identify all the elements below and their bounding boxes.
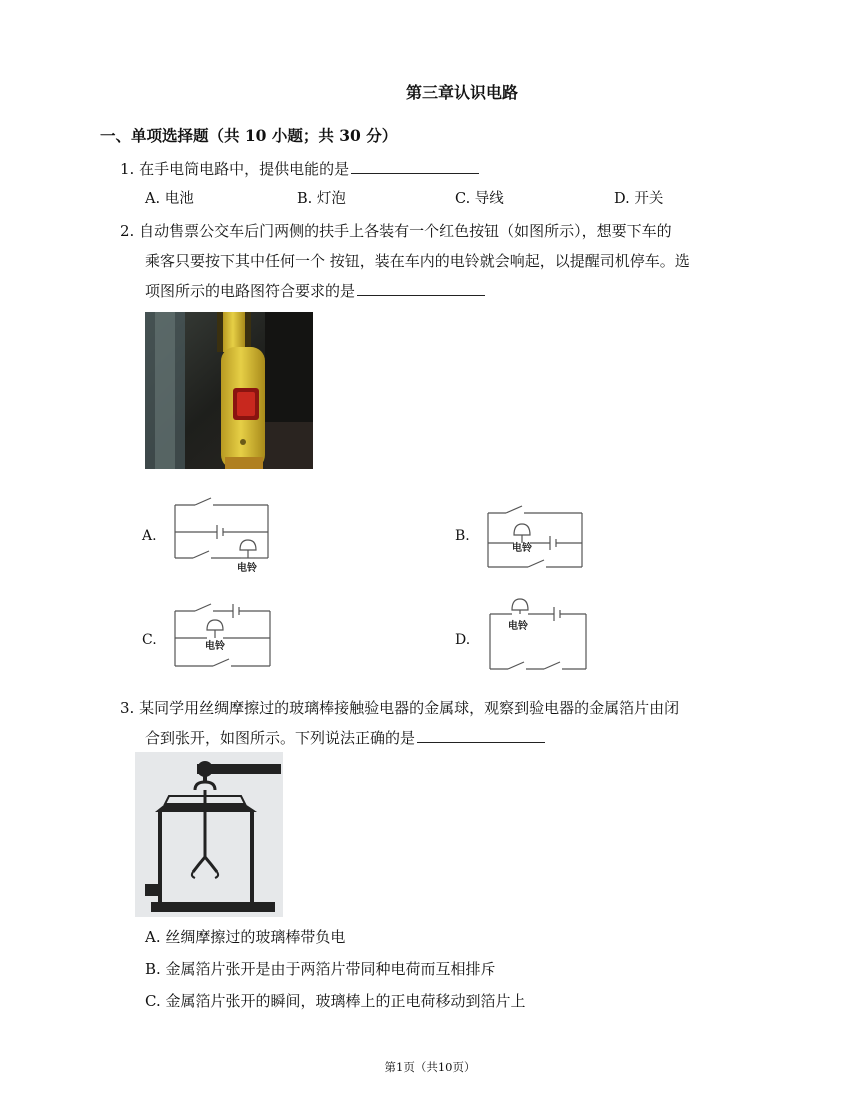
question-2-option-c-label[interactable]: C. bbox=[142, 632, 157, 648]
page-footer: 第1页（共10页） bbox=[384, 1060, 476, 1074]
circuit-diagram-d bbox=[478, 592, 593, 678]
question-3-stem-end: 合到张开，如图所示。下列说法正确的是 bbox=[145, 729, 416, 747]
question-1-option-c[interactable]: C. 导线 bbox=[455, 191, 504, 207]
question-3-option-b[interactable]: B. 金属箔片张开是由于两箔片带同种电荷而互相排斥 bbox=[145, 960, 496, 978]
page-title: 第三章认识电路 bbox=[405, 83, 518, 102]
question-1-option-d[interactable]: D. 开关 bbox=[614, 191, 664, 207]
question-2-line-1: 2. 自动售票公交车后门两侧的扶手上各装有一个红色按钮（如图所示），想要下车的 bbox=[120, 222, 672, 240]
electroscope-figure bbox=[135, 752, 283, 917]
answer-blank[interactable] bbox=[357, 280, 485, 296]
answer-blank[interactable] bbox=[351, 158, 479, 174]
bell-label: 电铃 bbox=[512, 543, 532, 554]
bell-label: 电铃 bbox=[237, 563, 257, 574]
circuit-diagram-a bbox=[165, 490, 280, 580]
question-1-stem: 1. 在手电筒电路中，提供电能的是 bbox=[120, 160, 350, 178]
bell-label: 电铃 bbox=[205, 641, 225, 652]
section-heading: 一、单项选择题（共 10 小题；共 30 分） bbox=[100, 126, 398, 145]
question-3-line-2 bbox=[145, 727, 545, 748]
question-3-line-1: 3. 某同学用丝绸摩擦过的玻璃棒接触验电器的金属球，观察到验电器的金属箔片由闭 bbox=[120, 699, 680, 717]
question-2-line-2: 乘客只要按下其中任何一个 按钮，装在车内的电铃就会响起，以提醒司机停车。选 bbox=[145, 252, 690, 270]
question-2-option-b-label[interactable]: B. bbox=[455, 528, 470, 544]
question-2-stem-end: 项图所示的电路图符合要求的是 bbox=[145, 282, 356, 300]
question-1 bbox=[120, 158, 479, 179]
question-2-line-3 bbox=[145, 280, 485, 301]
circuit-diagram-c bbox=[165, 596, 280, 676]
question-2-option-d-label[interactable]: D. bbox=[455, 632, 471, 648]
circuit-diagram-b bbox=[478, 498, 593, 576]
bus-button-photo bbox=[145, 312, 313, 469]
question-3-option-a[interactable]: A. 丝绸摩擦过的玻璃棒带负电 bbox=[145, 928, 346, 946]
question-1-option-b[interactable]: B. 灯泡 bbox=[297, 191, 346, 207]
bell-label: 电铃 bbox=[508, 621, 528, 632]
question-3-option-c[interactable]: C. 金属箔片张开的瞬间，玻璃棒上的正电荷移动到箔片上 bbox=[145, 992, 526, 1010]
answer-blank[interactable] bbox=[417, 727, 545, 743]
question-1-option-a[interactable]: A. 电池 bbox=[145, 191, 194, 207]
question-2-option-a-label[interactable]: A. bbox=[142, 528, 157, 544]
